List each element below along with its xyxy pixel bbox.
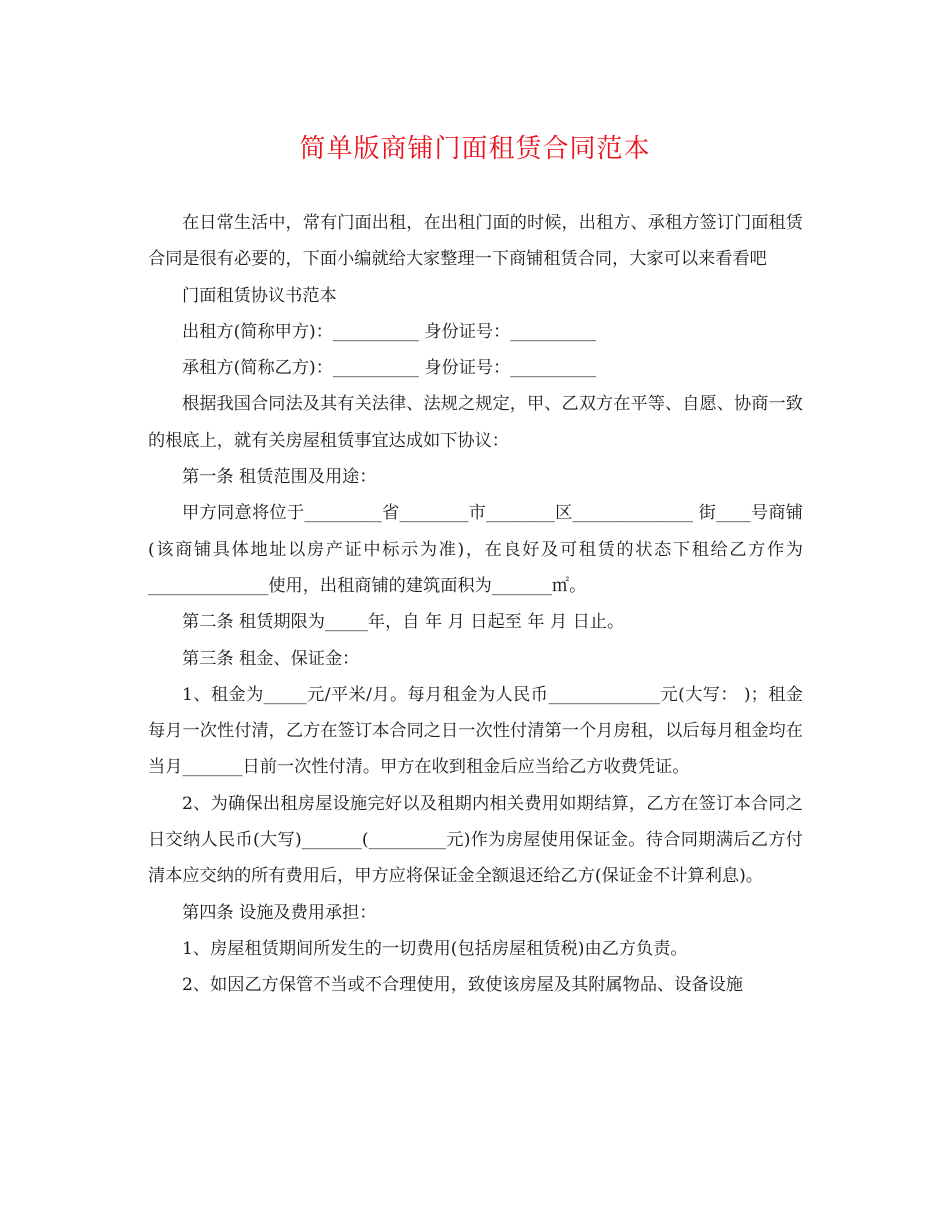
article-4-item-2: 2、如因乙方保管不当或不合理使用，致使该房屋及其附属物品、设备设施	[182, 975, 743, 996]
article-3-item-1: 1、租金为_____元/平米/月。每月租金为人民币_____________元(大写： )；租金每月一次性付清，乙方在签订本合同之日一次性付清第一个月房租，以后每月租金均在当月_______日前一次性付清。甲方在收到租金后应当给乙方收费凭证。	[148, 684, 803, 778]
paragraph-subtitle: 门面租赁协议书范本	[182, 285, 337, 306]
article-3-item-2: 2、为确保出租房屋设施完好以及租期内相关费用如期结算，乙方在签订本合同之日交纳人民币(大写)_______(_________元)作为房屋使用保证金。待合同期满后乙方付清本应交纳的所有费用后，甲方应将保证金全额退还给乙方(保证金不计算利息)。	[148, 793, 803, 887]
paragraph-basis: 根据我国合同法及其有关法律、法规之规定，甲、乙双方在平等、自愿、协商一致的根底上，就有关房屋租赁事宜达成如下协议：	[148, 394, 803, 451]
document-body	[148, 205, 803, 1004]
article-1-content: 甲方同意将位于_________省________市________区______________ 街____号商铺(该商铺具体地址以房产证中标示为准)，在良好及可租赁的状态下租给乙方作为______________使用，出租商铺的建筑面积为_______㎡。	[148, 503, 803, 596]
article-2-heading: 第二条 租赁期限为_____年，自 年 月 日起至 年 月 日止。	[182, 612, 625, 633]
article-1-heading: 第一条 租赁范围及用途：	[182, 467, 377, 488]
article-3-heading: 第三条 租金、保证金：	[182, 648, 360, 669]
document-title: 简单版商铺门面租赁合同范本	[299, 134, 651, 164]
article-4-heading: 第四条 设施及费用承担：	[182, 902, 377, 923]
paragraph-lessor: 出租方(简称甲方)：__________ 身份证号：__________	[182, 321, 597, 342]
paragraph-lessee: 承租方(简称乙方)：__________ 身份证号：__________	[182, 358, 597, 379]
article-4-item-1: 1、房屋租赁期间所发生的一切费用(包括房屋租赁税)由乙方负责。	[182, 938, 688, 959]
paragraph-intro: 在日常生活中，常有门面出租，在出租门面的时候，出租方、承租方签订门面租赁合同是很有必要的，下面小编就给大家整理一下商铺租赁合同，大家可以来看看吧	[148, 213, 803, 270]
